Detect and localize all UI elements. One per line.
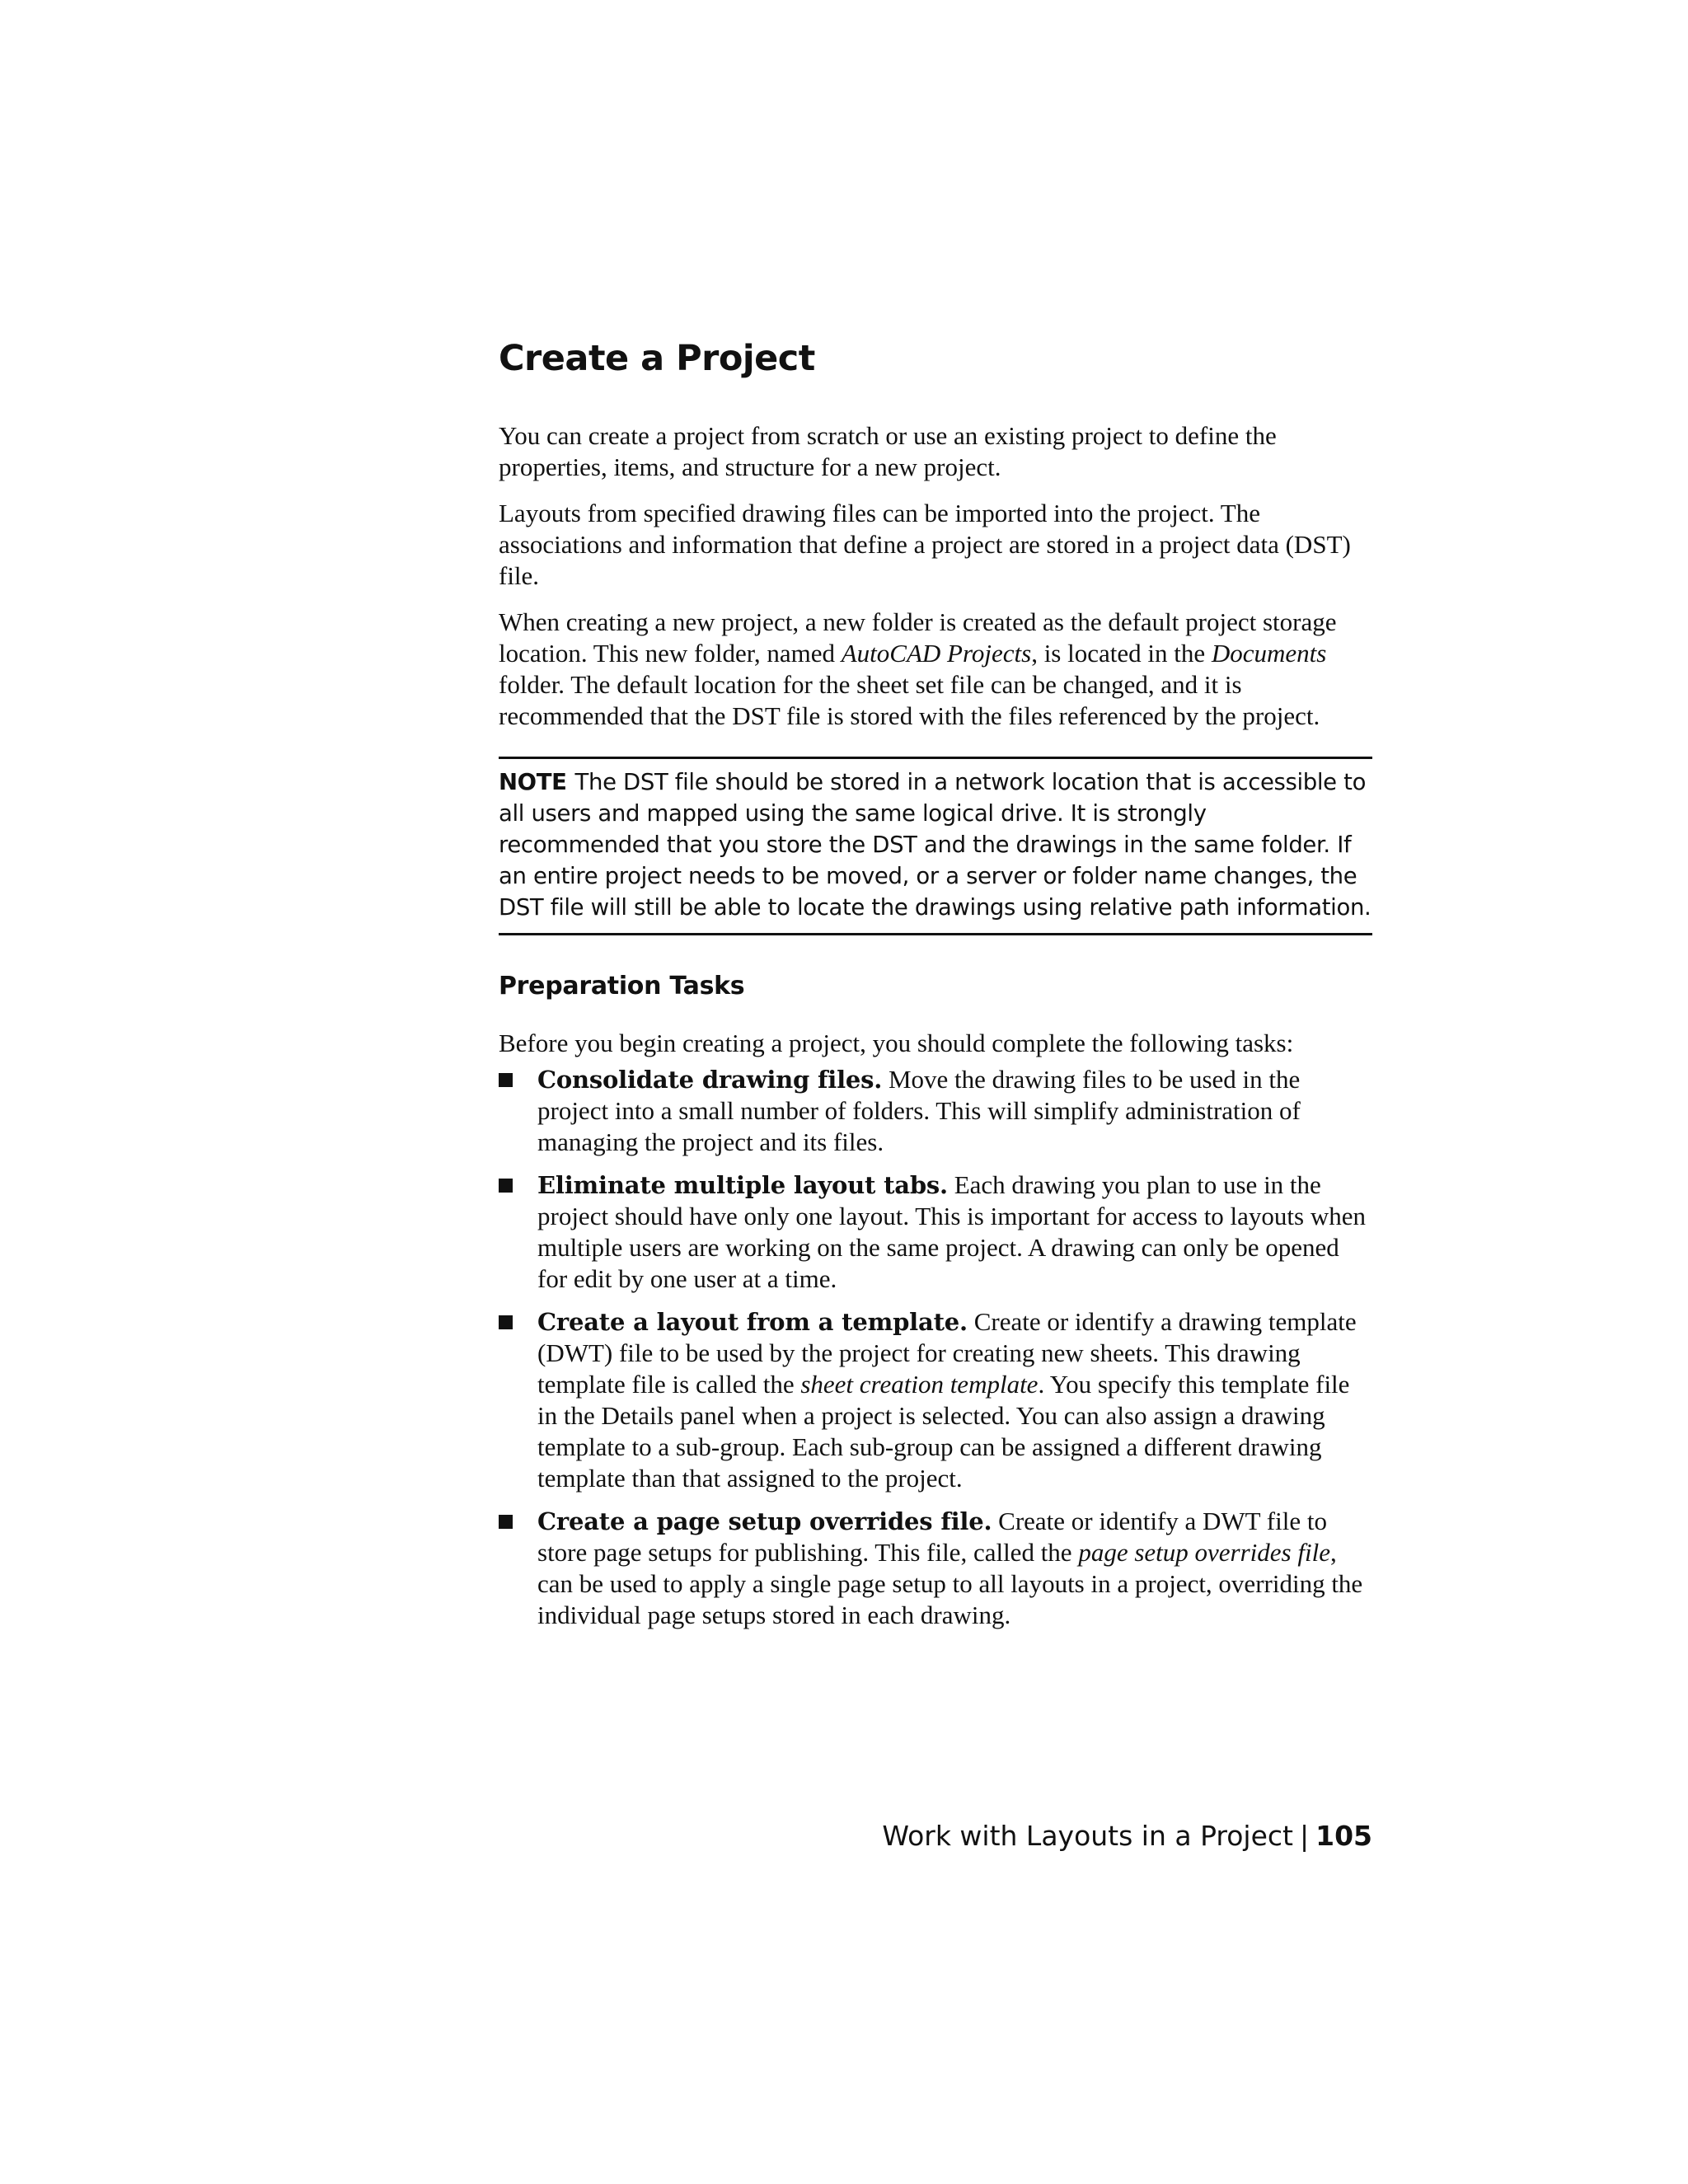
task-title: Eliminate multiple layout tabs. (537, 1171, 948, 1199)
task-text-2: , can be used to apply a single page setup to all layouts in a project, overriding the individual page setups stored in each drawing. (537, 1538, 1363, 1629)
task-text-2: . You specify this template file in the Details panel when a project is selected. You can also assign a drawing template to a sub-group. Each sub-group can be assigned a different drawing template than that assigned to the project. (537, 1370, 1350, 1493)
task-title: Create a layout from a template. (537, 1308, 968, 1336)
page-title: Create a Project (499, 338, 815, 379)
paragraph-folder-text-3: folder. The default location for the sheet set file can be changed, and it is recommended that the DST file is stored with the files referenced by the project. (499, 670, 1320, 730)
paragraph-folder (499, 607, 1372, 732)
footer-separator: | (1299, 1820, 1310, 1852)
page-number: 105 (1315, 1820, 1372, 1852)
list-item (499, 1169, 1372, 1295)
chapter-title: Work with Layouts in a Project (882, 1820, 1293, 1852)
task-text-1: Create or identify a drawing template (DWT) file to be used by the project for creating new sheets. This drawing template file is called the (537, 1307, 1357, 1399)
note-box (499, 757, 1372, 935)
square-bullet-icon (499, 1515, 513, 1529)
preparation-tasks-heading: Preparation Tasks (499, 972, 745, 1001)
square-bullet-icon (499, 1315, 513, 1329)
paragraph-folder-text-1: When creating a new project, a new folder is created as the default project storage location. This new folder, named (499, 607, 1337, 668)
task-text-1: Create or identify a DWT file to store page setups for publishing. This file, called the (537, 1507, 1327, 1567)
autocad-projects-folder-name: AutoCAD Projects (841, 639, 1032, 668)
note-text: The DST file should be stored in a network location that is accessible to all users and mapped using the same logical drive. It is strongly recommended that you store the DST and the drawings in the same folder. If an entire project needs to be moved, or a server or folder name changes, the DST file will still be able to locate the drawings using relative path information. (499, 769, 1372, 921)
list-item (499, 1506, 1372, 1631)
page-footer (882, 1818, 1372, 1854)
list-item (499, 1064, 1372, 1158)
task-list (499, 1064, 1372, 1631)
page-setup-overrides-term: page setup overrides file (1078, 1538, 1330, 1567)
paragraph-layouts: Layouts from specified drawing files can be imported into the project. The associations and information that define a project are stored in a project data (DST) file. (499, 499, 1351, 590)
square-bullet-icon (499, 1073, 513, 1087)
paragraph-intro: You can create a project from scratch or use an existing project to define the properties, items, and structure for a new project. (499, 421, 1277, 481)
square-bullet-icon (499, 1179, 513, 1193)
task-text: Each drawing you plan to use in the project should have only one layout. This is important for access to layouts when multiple users are working on the same project. A drawing can only be opened for edit by one user at a time. (537, 1170, 1367, 1293)
note-label: NOTE (499, 769, 567, 795)
task-title: Consolidate drawing files. (537, 1066, 883, 1094)
task-title: Create a page setup overrides file. (537, 1507, 992, 1535)
preparation-intro: Before you begin creating a project, you should complete the following tasks: (499, 1029, 1294, 1057)
documents-folder-name: Documents (1211, 639, 1327, 668)
task-text: Move the drawing files to be used in the project into a small number of folders. This will simplify administration of managing the project and its files. (537, 1065, 1301, 1156)
page-content (499, 334, 1372, 1643)
list-item (499, 1306, 1372, 1494)
sheet-creation-template-term: sheet creation template (800, 1370, 1039, 1399)
paragraph-folder-text-2: , is located in the (1031, 639, 1212, 668)
